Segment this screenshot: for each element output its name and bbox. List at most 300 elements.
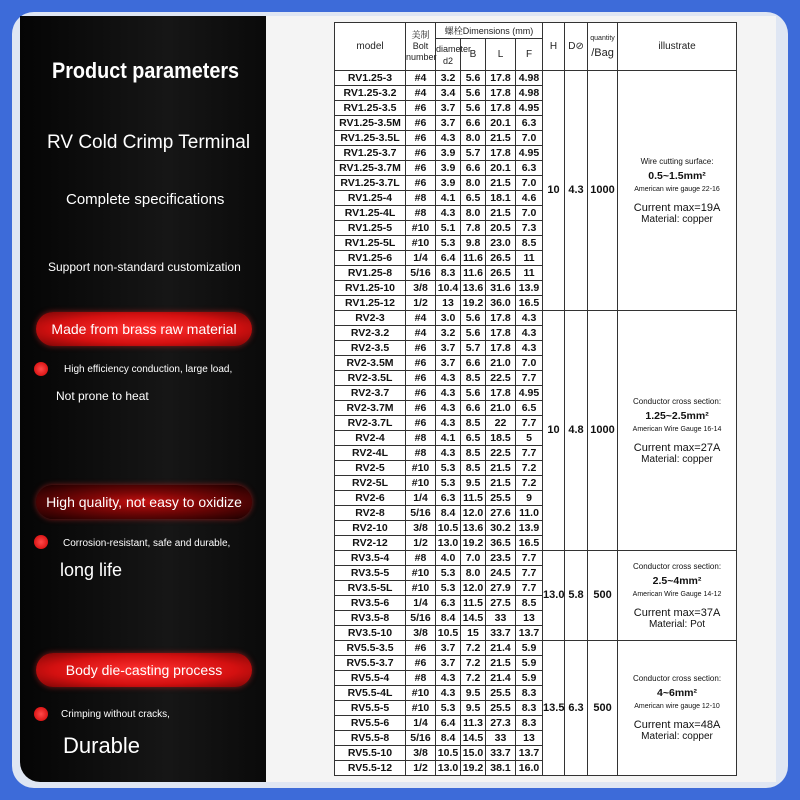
table-row	[335, 641, 737, 656]
value-cell: 7.2	[516, 476, 543, 491]
model-cell: RV3.5-8	[335, 611, 406, 626]
value-cell: #10	[406, 221, 436, 236]
value-cell: 24.5	[486, 566, 516, 581]
value-cell: 17.8	[486, 386, 516, 401]
value-cell: 27.3	[486, 716, 516, 731]
model-cell: RV2-3.5L	[335, 371, 406, 386]
header-f: F	[516, 39, 543, 71]
model-cell: RV2-5	[335, 461, 406, 476]
value-cell: 18.1	[486, 191, 516, 206]
value-cell: 5/16	[406, 506, 436, 521]
model-cell: RV2-12	[335, 536, 406, 551]
value-cell: #8	[406, 551, 436, 566]
model-cell: RV5.5-10	[335, 746, 406, 761]
value-cell: 8.5	[516, 236, 543, 251]
header-d2: diameter d2	[436, 39, 461, 71]
value-cell: #4	[406, 326, 436, 341]
illustrate-a: Conductor cross section:	[633, 396, 722, 406]
value-cell: 7.2	[461, 671, 486, 686]
illustrate-cell	[618, 641, 737, 776]
illustrate-a: Wire cutting surface:	[640, 156, 714, 166]
value-cell: 13	[516, 611, 543, 626]
value-cell: 4.0	[436, 551, 461, 566]
group-h-cell: 13.5	[543, 641, 565, 776]
value-cell: 1/2	[406, 761, 436, 776]
value-cell: 8.0	[461, 206, 486, 221]
value-cell: 11.5	[461, 491, 486, 506]
illustrate-c: American Wire Gauge 14-12	[632, 590, 722, 598]
value-cell: 20.5	[486, 221, 516, 236]
value-cell: 13.9	[516, 281, 543, 296]
value-cell: 6.6	[461, 401, 486, 416]
value-cell: 8.5	[516, 596, 543, 611]
value-cell: 5.6	[461, 71, 486, 86]
value-cell: 3.7	[436, 101, 461, 116]
illustrate-c: American wire gauge 22-16	[634, 185, 720, 193]
value-cell: 38.1	[486, 761, 516, 776]
model-cell: RV5.5-12	[335, 761, 406, 776]
spec-table-body	[335, 71, 737, 776]
value-cell: 13.7	[516, 626, 543, 641]
value-cell: 25.5	[486, 686, 516, 701]
value-cell: #10	[406, 686, 436, 701]
value-cell: 1/4	[406, 491, 436, 506]
group-d-cell: 5.8	[565, 551, 588, 641]
value-cell: 26.5	[486, 266, 516, 281]
model-cell: RV1.25-3.7	[335, 146, 406, 161]
value-cell: 3.7	[436, 116, 461, 131]
value-cell: 11	[516, 266, 543, 281]
value-cell: 7.0	[516, 206, 543, 221]
value-cell: 22	[486, 416, 516, 431]
value-cell: 7.0	[516, 131, 543, 146]
group-h-cell: 10	[543, 311, 565, 551]
value-cell: 4.1	[436, 191, 461, 206]
bullet-dot-icon	[34, 707, 48, 721]
group-d-cell: 6.3	[565, 641, 588, 776]
feature-line: long life	[60, 560, 123, 580]
feature-line: Crimping without cracks,	[61, 709, 170, 720]
value-cell: 7.7	[516, 551, 543, 566]
illustrate-a: Conductor cross section:	[633, 561, 722, 571]
header-b: B	[461, 39, 486, 71]
value-cell: #10	[406, 566, 436, 581]
value-cell: 3.2	[436, 326, 461, 341]
value-cell: 36.5	[486, 536, 516, 551]
group-d-cell: 4.8	[565, 311, 588, 551]
value-cell: 11.5	[461, 596, 486, 611]
value-cell: 3.7	[436, 356, 461, 371]
value-cell: 8.5	[461, 371, 486, 386]
value-cell: 17.8	[486, 71, 516, 86]
feature-line: Durable	[63, 733, 141, 758]
model-cell: RV2-4L	[335, 446, 406, 461]
value-cell: 14.5	[461, 611, 486, 626]
value-cell: 4.98	[516, 86, 543, 101]
value-cell: #8	[406, 446, 436, 461]
value-cell: 3.9	[436, 146, 461, 161]
page-title: Product parameters	[52, 58, 240, 83]
model-cell: RV1.25-8	[335, 266, 406, 281]
model-cell: RV2-10	[335, 521, 406, 536]
model-cell: RV2-3.5	[335, 341, 406, 356]
illustrate-cell	[618, 551, 737, 641]
model-cell: RV2-3.7M	[335, 401, 406, 416]
value-cell: 9	[516, 491, 543, 506]
value-cell: 22.5	[486, 446, 516, 461]
value-cell: 36.0	[486, 296, 516, 311]
illustrate-d: Current max=27A	[633, 441, 721, 454]
feature-pill-brass: Made from brass raw material	[36, 312, 252, 346]
value-cell: 1/4	[406, 716, 436, 731]
illustrate-b: 4~6mm²	[657, 687, 698, 699]
value-cell: 1/4	[406, 251, 436, 266]
value-cell: 5.9	[516, 656, 543, 671]
value-cell: 7.7	[516, 416, 543, 431]
model-cell: RV1.25-3.5M	[335, 116, 406, 131]
value-cell: 17.8	[486, 326, 516, 341]
value-cell: 3.9	[436, 176, 461, 191]
value-cell: 4.3	[436, 206, 461, 221]
value-cell: 16.0	[516, 761, 543, 776]
value-cell: #4	[406, 311, 436, 326]
value-cell: 23.0	[486, 236, 516, 251]
model-cell: RV1.25-3.7M	[335, 161, 406, 176]
value-cell: 8.3	[516, 686, 543, 701]
value-cell: #10	[406, 581, 436, 596]
value-cell: 5.7	[461, 341, 486, 356]
value-cell: 7.8	[461, 221, 486, 236]
value-cell: 21.5	[486, 461, 516, 476]
value-cell: 3/8	[406, 521, 436, 536]
value-cell: #4	[406, 71, 436, 86]
value-cell: 4.3	[436, 416, 461, 431]
value-cell: 21.0	[486, 401, 516, 416]
value-cell: 33	[486, 731, 516, 746]
value-cell: 3.7	[436, 641, 461, 656]
illustrate-b: 1.25~2.5mm²	[645, 409, 709, 422]
value-cell: #10	[406, 476, 436, 491]
value-cell: 11	[516, 251, 543, 266]
value-cell: #6	[406, 356, 436, 371]
value-cell: 4.6	[516, 191, 543, 206]
value-cell: 4.1	[436, 431, 461, 446]
model-cell: RV1.25-4L	[335, 206, 406, 221]
value-cell: 15.0	[461, 746, 486, 761]
value-cell: 4.3	[436, 131, 461, 146]
value-cell: 19.2	[461, 761, 486, 776]
value-cell: 5/16	[406, 611, 436, 626]
value-cell: 5.3	[436, 461, 461, 476]
value-cell: 5.6	[461, 101, 486, 116]
value-cell: 8.0	[461, 131, 486, 146]
value-cell: 11.6	[461, 266, 486, 281]
subtitle: RV Cold Crimp Terminal	[47, 132, 251, 153]
value-cell: 6.3	[516, 161, 543, 176]
model-cell: RV1.25-5L	[335, 236, 406, 251]
value-cell: #6	[406, 101, 436, 116]
group-h-cell: 13.0	[543, 551, 565, 641]
value-cell: 4.3	[436, 671, 461, 686]
value-cell: 14.5	[461, 731, 486, 746]
header-d: D⊘	[565, 23, 588, 71]
value-cell: 7.0	[516, 356, 543, 371]
value-cell: 6.5	[461, 191, 486, 206]
value-cell: 7.3	[516, 221, 543, 236]
value-cell: 8.5	[461, 446, 486, 461]
value-cell: 5/16	[406, 266, 436, 281]
value-cell: 8.3	[516, 716, 543, 731]
illustrate-e: Material: copper	[641, 731, 713, 742]
value-cell: 10.5	[436, 626, 461, 641]
model-cell: RV1.25-6	[335, 251, 406, 266]
value-cell: 4.95	[516, 146, 543, 161]
value-cell: 21.0	[486, 356, 516, 371]
value-cell: 13.6	[461, 521, 486, 536]
value-cell: #6	[406, 116, 436, 131]
left-panel	[20, 16, 266, 782]
header-bolt: 美制 Bolt number	[406, 23, 436, 71]
header-illustrate: illustrate	[618, 23, 737, 71]
value-cell: 4.95	[516, 101, 543, 116]
model-cell: RV1.25-3	[335, 71, 406, 86]
model-cell: RV5.5-3.7	[335, 656, 406, 671]
value-cell: 8.5	[461, 461, 486, 476]
value-cell: 1/2	[406, 296, 436, 311]
model-cell: RV1.25-4	[335, 191, 406, 206]
value-cell: 4.95	[516, 386, 543, 401]
value-cell: #6	[406, 146, 436, 161]
illustrate-e: Material: copper	[641, 213, 713, 225]
value-cell: 21.5	[486, 131, 516, 146]
bullet-dot-icon	[34, 362, 48, 376]
value-cell: 5.1	[436, 221, 461, 236]
model-cell: RV3.5-5	[335, 566, 406, 581]
illustrate-d: Current max=19A	[633, 201, 721, 214]
support-text: Support non-standard customization	[48, 260, 241, 274]
value-cell: 10.5	[436, 746, 461, 761]
model-cell: RV3.5-5L	[335, 581, 406, 596]
value-cell: 12.0	[461, 506, 486, 521]
illustrate-c: American Wire Gauge 16-14	[632, 425, 722, 433]
header-dimensions: 螺栓Dimensions (mm)	[436, 23, 543, 39]
group-d-cell: 4.3	[565, 71, 588, 311]
model-cell: RV1.25-12	[335, 296, 406, 311]
group-h-cell: 10	[543, 71, 565, 311]
value-cell: 33	[486, 611, 516, 626]
value-cell: 13	[436, 296, 461, 311]
value-cell: 6.4	[436, 716, 461, 731]
value-cell: #8	[406, 191, 436, 206]
value-cell: 4.3	[436, 371, 461, 386]
value-cell: 21.5	[486, 206, 516, 221]
value-cell: 7.7	[516, 371, 543, 386]
group-qty-cell: 500	[588, 551, 618, 641]
value-cell: 5.9	[516, 641, 543, 656]
value-cell: 5.3	[436, 566, 461, 581]
value-cell: 5.9	[516, 671, 543, 686]
value-cell: #10	[406, 701, 436, 716]
value-cell: 6.3	[436, 491, 461, 506]
value-cell: 3/8	[406, 626, 436, 641]
model-cell: RV3.5-4	[335, 551, 406, 566]
illustrate-e: Material: Pot	[648, 618, 706, 630]
value-cell: #6	[406, 131, 436, 146]
value-cell: #8	[406, 206, 436, 221]
value-cell: 9.5	[461, 686, 486, 701]
model-cell: RV2-3	[335, 311, 406, 326]
value-cell: 4.3	[516, 326, 543, 341]
value-cell: #6	[406, 341, 436, 356]
complete-specs: Complete specifications	[66, 191, 225, 208]
value-cell: 22.5	[486, 371, 516, 386]
value-cell: 7.0	[461, 551, 486, 566]
value-cell: 11.6	[461, 251, 486, 266]
spec-table	[334, 22, 737, 776]
header-l: L	[486, 39, 516, 71]
value-cell: 9.5	[461, 476, 486, 491]
value-cell: 5.6	[461, 326, 486, 341]
illustrate-cell	[618, 71, 737, 311]
value-cell: #6	[406, 641, 436, 656]
value-cell: 11.3	[461, 716, 486, 731]
model-cell: RV2-3.2	[335, 326, 406, 341]
model-cell: RV5.5-8	[335, 731, 406, 746]
model-cell: RV1.25-3.7L	[335, 176, 406, 191]
value-cell: 5.7	[461, 146, 486, 161]
value-cell: 7.7	[516, 446, 543, 461]
value-cell: 5.3	[436, 701, 461, 716]
value-cell: 25.5	[486, 491, 516, 506]
value-cell: 17.8	[486, 86, 516, 101]
value-cell: 3.0	[436, 311, 461, 326]
model-cell: RV1.25-10	[335, 281, 406, 296]
model-cell: RV2-8	[335, 506, 406, 521]
feature-pill-oxidize: High quality, not easy to oxidize	[36, 485, 252, 519]
value-cell: #6	[406, 386, 436, 401]
value-cell: #4	[406, 86, 436, 101]
value-cell: #8	[406, 671, 436, 686]
value-cell: 9.8	[461, 236, 486, 251]
model-cell: RV2-3.7L	[335, 416, 406, 431]
value-cell: 21.5	[486, 476, 516, 491]
value-cell: 7.0	[516, 176, 543, 191]
model-cell: RV1.25-5	[335, 221, 406, 236]
value-cell: 7.2	[516, 461, 543, 476]
group-qty-cell: 1000	[588, 71, 618, 311]
value-cell: 5.3	[436, 476, 461, 491]
value-cell: 3/8	[406, 281, 436, 296]
value-cell: 8.4	[436, 611, 461, 626]
value-cell: 8.3	[436, 266, 461, 281]
value-cell: 4.3	[436, 386, 461, 401]
value-cell: 3.2	[436, 71, 461, 86]
model-cell: RV2-4	[335, 431, 406, 446]
value-cell: 17.8	[486, 146, 516, 161]
value-cell: 8.0	[461, 566, 486, 581]
model-cell: RV5.5-4	[335, 671, 406, 686]
model-cell: RV2-5L	[335, 476, 406, 491]
value-cell: 13	[516, 731, 543, 746]
value-cell: 21.5	[486, 656, 516, 671]
model-cell: RV2-3.7	[335, 386, 406, 401]
table-row	[335, 311, 737, 326]
illustrate-c: American wire gauge 12-10	[634, 703, 720, 710]
value-cell: 17.8	[486, 341, 516, 356]
value-cell: 19.2	[461, 296, 486, 311]
illustrate-a: Conductor cross section:	[633, 674, 722, 683]
value-cell: 30.2	[486, 521, 516, 536]
value-cell: 31.6	[486, 281, 516, 296]
value-cell: #6	[406, 161, 436, 176]
value-cell: 7.2	[461, 656, 486, 671]
value-cell: 12.0	[461, 581, 486, 596]
value-cell: 4.3	[516, 311, 543, 326]
value-cell: 6.6	[461, 356, 486, 371]
value-cell: 16.5	[516, 296, 543, 311]
feature-line: High efficiency conduction, large load,	[64, 364, 233, 375]
value-cell: 27.9	[486, 581, 516, 596]
value-cell: 13.0	[436, 536, 461, 551]
model-cell: RV5.5-6	[335, 716, 406, 731]
model-cell: RV5.5-4L	[335, 686, 406, 701]
value-cell: 8.0	[461, 176, 486, 191]
value-cell: 11.0	[516, 506, 543, 521]
value-cell: 23.5	[486, 551, 516, 566]
value-cell: 25.5	[486, 701, 516, 716]
value-cell: #10	[406, 461, 436, 476]
value-cell: #6	[406, 416, 436, 431]
value-cell: 4.98	[516, 71, 543, 86]
value-cell: 27.5	[486, 596, 516, 611]
value-cell: #6	[406, 401, 436, 416]
value-cell: 3.7	[436, 656, 461, 671]
value-cell: 3.9	[436, 161, 461, 176]
value-cell: 6.3	[436, 596, 461, 611]
value-cell: 13.9	[516, 521, 543, 536]
illustrate-d: Current max=37A	[633, 606, 721, 619]
model-cell: RV2-6	[335, 491, 406, 506]
illustrate-cell	[618, 311, 737, 551]
value-cell: 6.4	[436, 251, 461, 266]
feature-line: Corrosion-resistant, safe and durable,	[63, 538, 231, 549]
illustrate-b: 0.5~1.5mm²	[648, 169, 706, 182]
value-cell: 3.7	[436, 341, 461, 356]
model-cell: RV1.25-3.5L	[335, 131, 406, 146]
value-cell: #6	[406, 371, 436, 386]
value-cell: 13.7	[516, 746, 543, 761]
value-cell: 8.4	[436, 731, 461, 746]
illustrate-b: 2.5~4mm²	[652, 574, 702, 587]
value-cell: 8.4	[436, 506, 461, 521]
model-cell: RV3.5-6	[335, 596, 406, 611]
value-cell: 10.4	[436, 281, 461, 296]
value-cell: 18.5	[486, 431, 516, 446]
header-h: H	[543, 23, 565, 71]
value-cell: 17.8	[486, 101, 516, 116]
model-cell: RV1.25-3.2	[335, 86, 406, 101]
value-cell: 27.6	[486, 506, 516, 521]
value-cell: 5.6	[461, 386, 486, 401]
value-cell: 17.8	[486, 311, 516, 326]
header-model: model	[335, 23, 406, 71]
value-cell: 6.6	[461, 161, 486, 176]
value-cell: 5.6	[461, 86, 486, 101]
value-cell: 4.3	[516, 341, 543, 356]
value-cell: 19.2	[461, 536, 486, 551]
value-cell: 5	[516, 431, 543, 446]
value-cell: 33.7	[486, 746, 516, 761]
